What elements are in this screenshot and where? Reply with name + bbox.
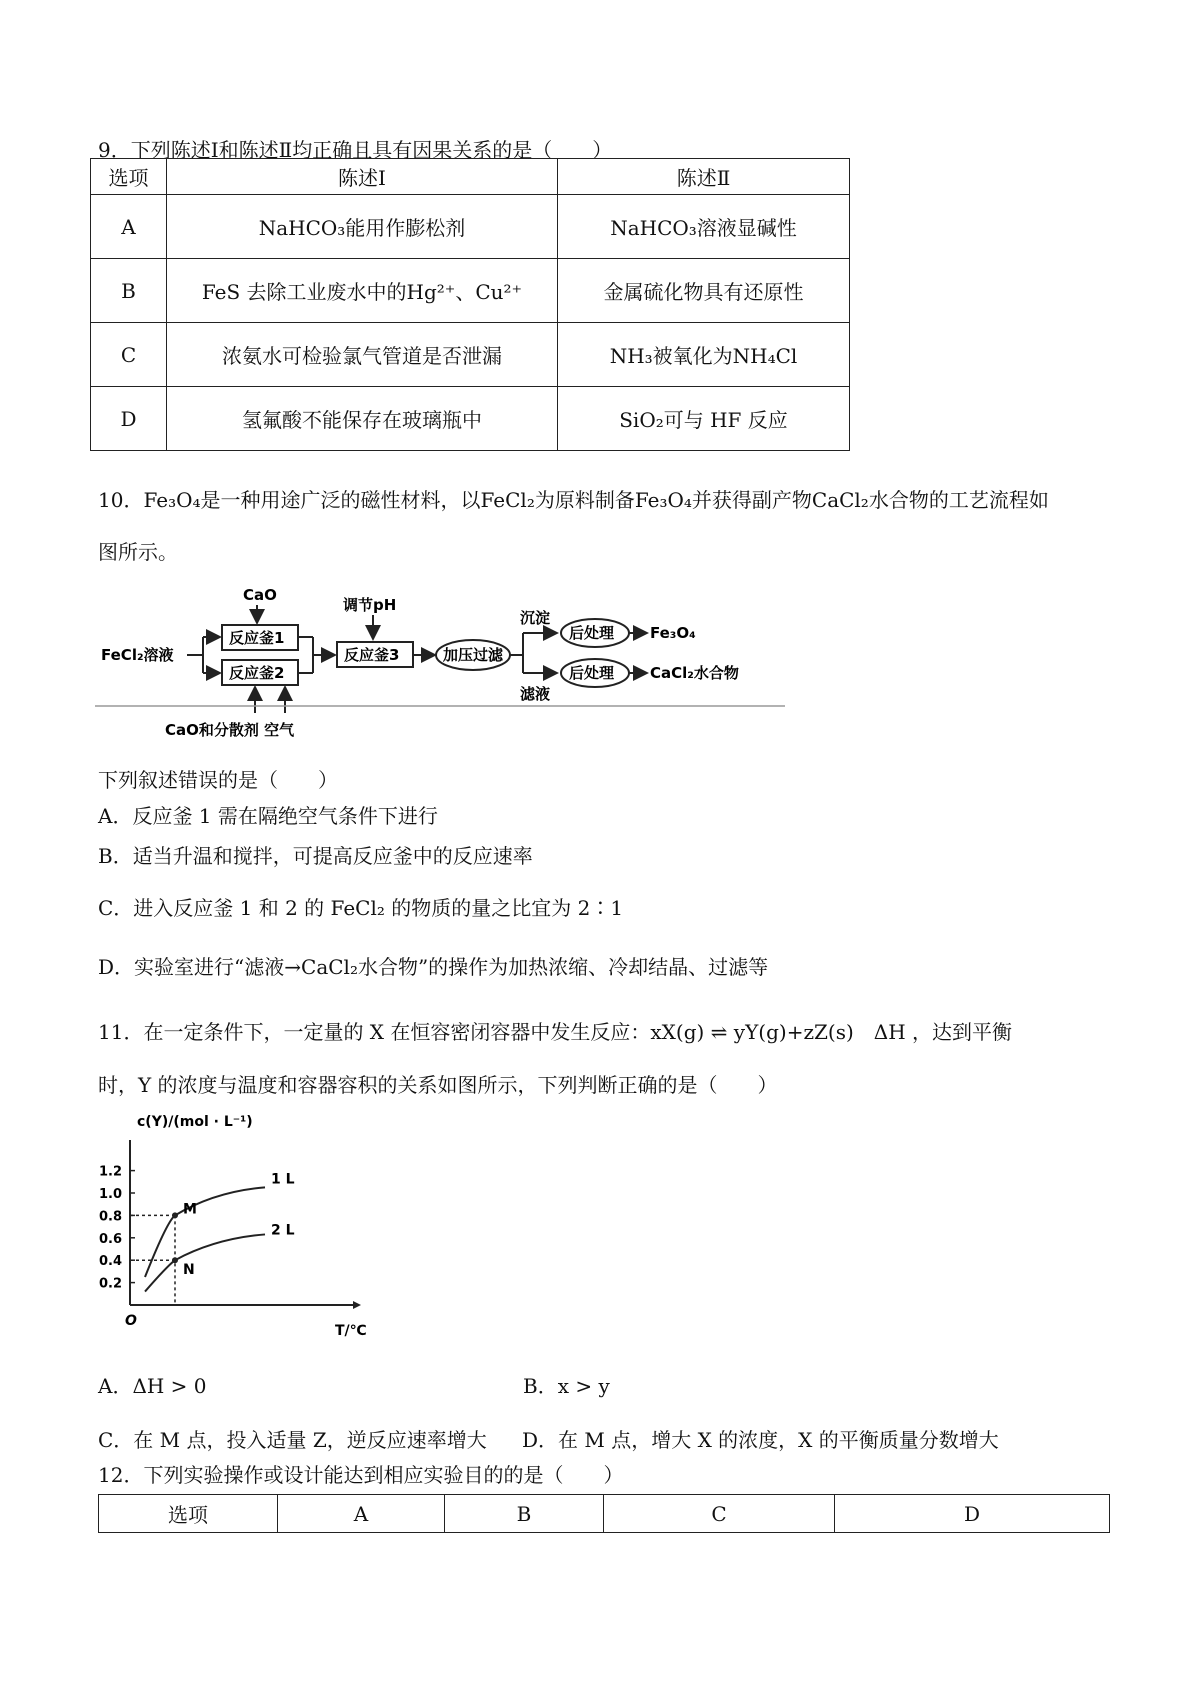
q11-option-a: A．ΔH > 0 (98, 1374, 207, 1398)
q10-option-d: D．实验室进行“滤液→CaCl₂水合物”的操作为加热浓缩、冷却结晶、过滤等 (98, 955, 769, 979)
series-label-1: 2 L (271, 1222, 295, 1239)
series-label-0: 1 L (271, 1171, 295, 1188)
filtrate-label: 滤液 (520, 685, 551, 703)
q9-header-option: 选项 (91, 159, 167, 195)
reactor1-label: 反应釜1 (229, 629, 285, 647)
y-tick-label-1: 0.4 (99, 1254, 123, 1270)
filter-label: 加压过滤 (443, 646, 504, 664)
q10-option-b: B．适当升温和搅拌，可提高反应釜中的反应速率 (98, 844, 533, 868)
product2-label: CaCl₂水合物 (650, 664, 739, 682)
point-label-M: M (183, 1201, 197, 1218)
q9-table (90, 158, 850, 451)
process-flow-diagram (95, 585, 795, 740)
product1-label: Fe₃O₄ (650, 624, 696, 642)
q11-option-c: C．在 M 点，投入适量 Z，逆反应速率增大 (98, 1428, 487, 1452)
precipitate-label: 沉淀 (520, 609, 551, 627)
y-tick-label-0: 0.2 (99, 1276, 123, 1292)
q9-stem: 9．下列陈述Ⅰ和陈述Ⅱ均正确且具有因果关系的是（ ） (98, 138, 613, 162)
q10-question: 下列叙述错误的是（ ） (98, 768, 338, 792)
series-curve-1 (145, 1234, 265, 1291)
q9-row-a-s2: NaHCO₃溶液显碱性 (558, 195, 850, 259)
chart-ylabel: c(Y)/(mol · L⁻¹) (137, 1114, 253, 1130)
y-tick-label-5: 1.2 (99, 1164, 123, 1180)
y-tick-label-2: 0.6 (99, 1231, 123, 1247)
post1-label: 后处理 (569, 624, 615, 642)
flow-feed-label: FeCl₂溶液 (101, 646, 174, 664)
q9-row-d-option: D (91, 387, 167, 451)
q11-stem-line2: 时，Y 的浓度与温度和容器容积的关系如图所示，下列判断正确的是（ ） (98, 1073, 778, 1097)
q9-row-a-option: A (91, 195, 167, 259)
q12-header-a: A (278, 1495, 445, 1533)
q9-row-d-s2: SiO₂可与 HF 反应 (558, 387, 850, 451)
chart-origin: O (125, 1313, 137, 1329)
chart-xlabel: T/℃ (335, 1323, 367, 1339)
post2-label: 后处理 (569, 664, 615, 682)
y-tick-label-4: 1.0 (99, 1187, 123, 1202)
q9-header-statement2: 陈述Ⅱ (558, 159, 850, 195)
q11-stem-line1: 11．在一定条件下，一定量的 X 在恒容密闭容器中发生反应：xX(g) ⇌ yY(g)+zZ(s) ΔH ，达到平衡 (98, 1020, 1013, 1044)
q10-option-a: A．反应釜 1 需在隔绝空气条件下进行 (98, 804, 438, 828)
q9-row-d-s1: 氢氟酸不能保存在玻璃瓶中 (167, 387, 558, 451)
q9-row-b-s2: 金属硫化物具有还原性 (558, 259, 850, 323)
q12-stem: 12．下列实验操作或设计能达到相应实验目的的是（ ） (98, 1463, 624, 1487)
y-tick-label-3: 0.8 (99, 1209, 123, 1225)
q11-option-d: D．在 M 点，增大 X 的浓度，X 的平衡质量分数增大 (522, 1428, 999, 1452)
q10-option-c: C．进入反应釜 1 和 2 的 FeCl₂ 的物质的量之比宜为 2∶1 (98, 896, 624, 920)
q9-row-b-option: B (91, 259, 167, 323)
q9-header-statement1: 陈述Ⅰ (167, 159, 558, 195)
q9-row-a-s1: NaHCO₃能用作膨松剂 (167, 195, 558, 259)
flow-adjust-ph-label: 调节pH (343, 596, 397, 614)
reactor2-label: 反应釜2 (229, 664, 285, 682)
q9-row-c-option: C (91, 323, 167, 387)
q10-stem-line1: 10．Fe₃O₄是一种用途广泛的磁性材料，以FeCl₂为原料制备Fe₃O₄并获得副产物CaCl₂水合物的工艺流程如 (98, 488, 1049, 512)
q12-header-b: B (445, 1495, 604, 1533)
q12-header-d: D (835, 1495, 1110, 1533)
q12-header-option: 选项 (99, 1495, 278, 1533)
q11-option-b: B．x > y (523, 1374, 610, 1398)
q10-stem-line2: 图所示。 (98, 540, 178, 564)
series-curve-0 (145, 1187, 265, 1277)
point-label-N: N (183, 1262, 195, 1279)
flow-cao-top-label: CaO (243, 586, 277, 604)
q9-row-c-s1: 浓氨水可检验氯气管道是否泄漏 (167, 323, 558, 387)
q12-header-c: C (604, 1495, 835, 1533)
q12-table (98, 1494, 1110, 1533)
q9-row-b-s1: FeS 去除工业废水中的Hg²⁺、Cu²⁺ (167, 259, 558, 323)
equilibrium-chart (95, 1110, 375, 1340)
flow-bottom-inputs-label: CaO和分散剂 空气 (165, 721, 295, 739)
q9-row-c-s2: NH₃被氧化为NH₄Cl (558, 323, 850, 387)
reactor3-label: 反应釜3 (344, 646, 400, 664)
